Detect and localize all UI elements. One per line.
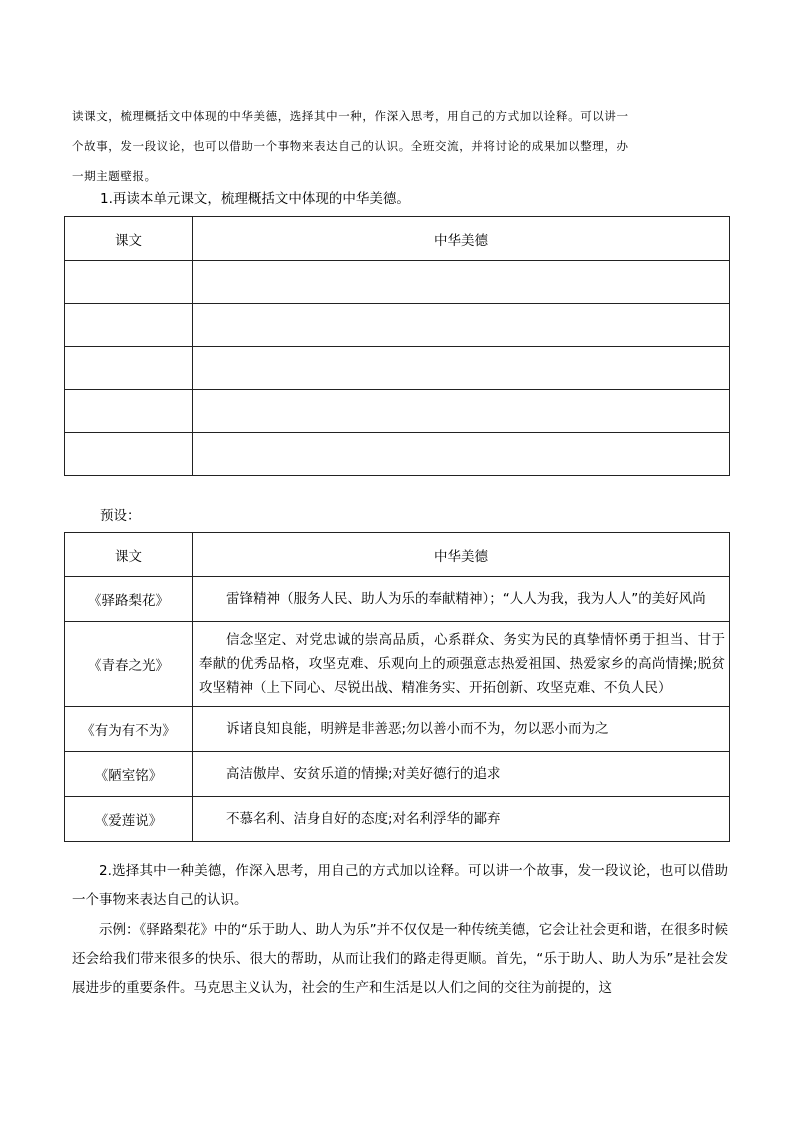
table-row (65, 707, 730, 752)
question-2: 2.选择其中一种美德，作深入思考，用自己的方式加以诠释。可以讲一个故事，发一段议论，也可以借助一个事物来表达自己的认识。 (72, 863, 728, 908)
blank-cell[interactable] (193, 261, 730, 304)
lesson-title: 《陋室铭》 (65, 752, 193, 797)
blank-cell[interactable] (65, 390, 193, 433)
blank-cell[interactable] (193, 304, 730, 347)
blank-cell[interactable] (193, 347, 730, 390)
table-row (65, 347, 730, 390)
table-header-row (65, 217, 730, 261)
header-virtue: 中华美德 (193, 533, 730, 577)
blank-cell[interactable] (193, 433, 730, 476)
virtue-text: 信念坚定、对党忠诚的崇高品质，心系群众、务实为民的真挚情怀勇于担当、甘于奉献的优秀品格，攻坚克难、乐观向上的顽强意志热爱祖国、热爱家乡的高尚情操;脱贫攻坚精神（上下同心、尽锐出战、精准务实、开拓创新、攻坚克难、不负人民） (193, 622, 730, 707)
virtue-text: 雷锋精神（服务人民、助人为乐的奉献精神）；“人人为我，我为人人”的美好风尚 (193, 577, 730, 622)
header-virtue: 中华美德 (193, 217, 730, 261)
table-row (65, 433, 730, 476)
table-row (65, 261, 730, 304)
blank-cell[interactable] (65, 261, 193, 304)
virtue-text: 诉诸良知良能，明辨是非善恶;勿以善小而不为，勿以恶小而为之 (193, 707, 730, 752)
virtue-text: 不慕名利、洁身自好的态度;对名利浮华的鄙弃 (193, 797, 730, 842)
table-row (65, 577, 730, 622)
table-header-row (65, 533, 730, 577)
intro-line: 读课文，梳理概括文中体现的中华美德，选择其中一种，作深入思考，用自己的方式加以诠释。可以讲一 (72, 109, 629, 123)
intro-paragraph (72, 101, 728, 191)
question-1: 1.再读本单元课文，梳理概括文中体现的中华美德。 (100, 191, 410, 207)
table-row (65, 752, 730, 797)
blank-cell[interactable] (65, 433, 193, 476)
header-lesson: 课文 (65, 533, 193, 577)
table-row (65, 304, 730, 347)
virtue-text: 高洁傲岸、安贫乐道的情操;对美好德行的追求 (193, 752, 730, 797)
table-row (65, 622, 730, 707)
blank-cell[interactable] (65, 304, 193, 347)
blank-table (64, 216, 730, 476)
lesson-title: 《有为有不为》 (65, 707, 193, 752)
intro-line: 个故事，发一段议论，也可以借助一个事物来表达自己的认识。全班交流，并将讨论的成果加以整理，办 (72, 139, 629, 153)
blank-cell[interactable] (65, 347, 193, 390)
intro-line: 一期主题壁报。 (72, 169, 157, 183)
lesson-title: 《爱莲说》 (65, 797, 193, 842)
table-row (65, 797, 730, 842)
table-row (65, 390, 730, 433)
preset-table (64, 532, 730, 842)
preset-label: 预设： (100, 508, 141, 524)
header-lesson: 课文 (65, 217, 193, 261)
blank-cell[interactable] (193, 390, 730, 433)
lesson-title: 《驿路梨花》 (65, 577, 193, 622)
example-paragraph: 示例：《驿路梨花》中的“乐于助人、助人为乐”并不仅仅是一种传统美德，它会让社会更和谐，在很多时候还会给我们带来很多的快乐、很大的帮助，从而让我们的路走得更顺。首先，“乐于助人、助人为乐”是社会发展进步的重要条件。马克思主义认为，社会的生产和生活是以人们之间的交往为前提的，这 (72, 922, 728, 996)
lesson-title: 《青春之光》 (65, 622, 193, 707)
